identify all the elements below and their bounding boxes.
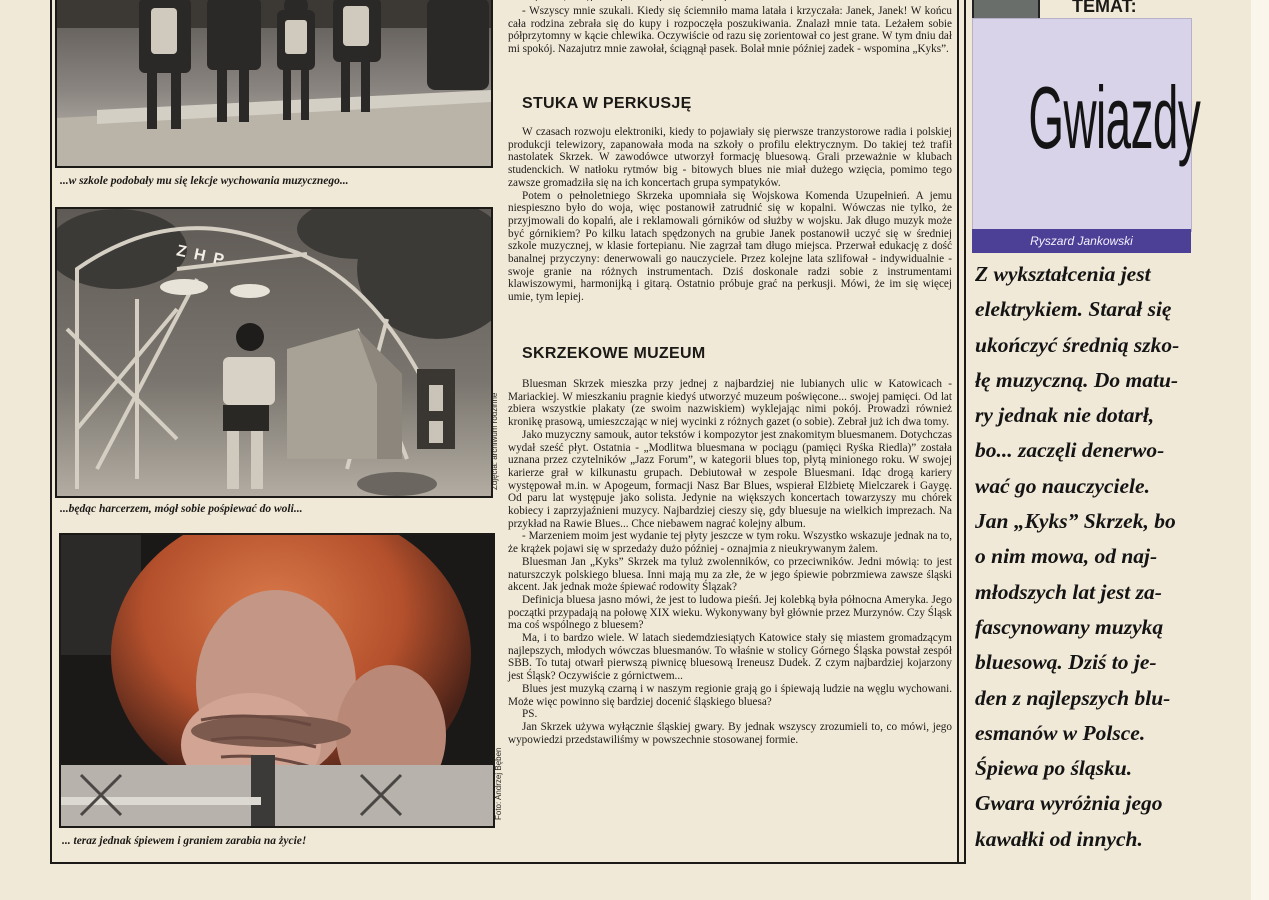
lead-paragraph	[975, 257, 1190, 857]
lead-line: młodszych lat jest za-	[975, 579, 1162, 604]
article-intro	[508, 5, 952, 56]
photo-scout-camp-image	[57, 209, 491, 496]
lead-line: ry jednak nie dotarł,	[975, 403, 1155, 428]
lead-line: den z najlepszych blu-	[975, 685, 1171, 710]
lead-line: esmanów w Polsce.	[975, 720, 1146, 745]
section2-paragraph-7: Blues jest muzyką czarną i w naszym regionie grają go i śpiewają ludzie na węglu wychowani. Może więc powinno się bardziej docenić śląskiego bluesa?	[508, 682, 952, 708]
photo-scout-camp	[55, 207, 493, 498]
zhp-sign-text: ZHP	[174, 242, 234, 271]
section2-paragraph-2: Jako muzyczny samouk, autor tekstów i kompozytor jest znakomitym bluesmanem. Dotychczas wydał sześć płyt. Ostatnia - „Modlitwa bluesmana w pociągu (pamięci Ryśka Riedla)” została uznana przez czytelników „Jazz Forum”, w kategorii blues top, płytą minionego roku. W swojej karierze grał w kilkunastu grupach. Debiutował w zespole Bluesmani. Idąc drogą kariery występował m.in. w Apogeum, formacji Nasz Bar Blues, wspierał Elżbietę Mielczarek i Gaygę. Od paru lat występuje jako solista. Jedynie na większych koncertach towarzyszy mu chórek kobiecy i zaprzyjaźnieni muzycy. Najbardziej cieszy się, gdy bluesuje na wielkich imprezach. Na przykład na Rawie Blues... Chce niebawem nagrać kolejny album.	[508, 428, 952, 530]
photo-school-children-image	[57, 0, 491, 166]
lead-line: wać go nauczyciele.	[975, 473, 1150, 498]
section2-paragraph-3: - Marzeniem moim jest wydanie tej płyty jeszcze w tym roku. Wszystko wskazuje jednak na to, że krążek pojawi się w sprzedaży dużo później - oznajmia z nieukrywanym żalem.	[508, 530, 952, 556]
lead-line: Jan „Kyks” Skrzek, bo	[975, 509, 1176, 534]
section1-heading: STUKA W PERKUSJĘ	[522, 95, 692, 112]
paper-edge	[1251, 0, 1269, 900]
photo1-caption: ...w szkole podobały mu się lekcje wychowania muzycznego...	[60, 175, 349, 187]
topic-title: Gwiazdy	[1028, 68, 1201, 167]
section1-body	[508, 126, 952, 304]
intro-paragraph-1: - Wszyscy mnie szukali. Kiedy się ściemniło mama latała i krzyczała: Janek, Janek! W końcu cała rodzina zebrała się do kupy i rozpoczęła poszukiwania. Znalazł mnie tata. Leżałem sobie półprzytomny w kącie chlewika. Oczywiście od razu się zorientował co jest grane. W tym dniu dał mi spokój. Nazajutrz mnie zawołał, ściągnął pasek. Bolał mnie później zadek - wspomina „Kyks”.	[508, 5, 952, 56]
section2-body	[508, 378, 952, 746]
lead-line: fascynowany muzyką	[975, 614, 1164, 639]
section1-paragraph-1: W czasach rozwoju elektroniki, kiedy to pojawiały się pierwsze tranzystorowe radia i polskiej produkcji telewizory, zapanowała moda na szkoły o profilu elektrycznym. Do takiej też trafił nastolatek Skrzek. W zawodówce utworzył formację bluesową. Grali przeważnie w klubach studenckich. W natłoku rytmów big - bitowych blues nie miał dużego wzięcia, pomimo tego zawsze gromadziła się na ich koncertach grupa sympatyków.	[508, 126, 952, 189]
section1-paragraph-2: Potem o pełnoletniego Skrzeka upomniała się Wojskowa Komenda Uzupełnień. A jemu niespieszno było do woja, więc postanowił zatrudnić się w kopalni. Wówczas nie tylko, że przyjmowali do kopalń, ale i reklamowali górników od służby w wojsku. Jak długo muzyk może być górnikiem? Po kilku latach spędzonych na grubie Janek postanowił uczyć się w średniej szkole muzycznej, w klasie fortepianu. Nie zagrzał tam długo miejsca. Przerwał edukację z dość banalnej przyczyny: denerwowali go nauczyciele. Przez kolejne lata szlifował - indywidualnie - swoje granie na różnych instrumentach. Dziś doskonale radzi sobie z instrumentami klawiszowymi, harmonijką i gitarą. Ostatnio próbuje grać na perkusji. Mówi, że im się więcej umie, tym lepiej.	[508, 189, 952, 304]
lead-line: Śpiewa po śląsku.	[975, 756, 1133, 781]
topic-label: TEMAT:	[1072, 0, 1137, 16]
section2-paragraph-6: Ma, i to bardzo wiele. W latach siedemdziesiątych Katowice stały się miastem gromadzącym najlepszych, młodych wówczas bluesmanów. To właśnie w stolicy Górnego Śląska powstał zespół SBB. To tutaj otwarł pierwszą piwnicę bluesową Ireneusz Dudek. Z czym najbardziej kojarzony jest Śląsk? Oczywiście z górnictwem...	[508, 632, 952, 683]
ps-label: PS.	[522, 708, 538, 721]
photo-school-children	[55, 0, 493, 168]
lead-line: Z wykształcenia jest	[975, 262, 1151, 286]
lead-line: elektrykiem. Starał się	[975, 297, 1172, 322]
section2-paragraph-4: Bluesman Jan „Kyks” Skrzek ma tyluż zwolenników, co przeciwników. Jedni mówią: to jest naturszczyk polskiego bluesa. Inni mają mu za złe, że w jego śpiewie pobrzmiewa zawsze śląski akcent. Jak jednak może śpiewać rodowity Ślązak?	[508, 555, 952, 594]
photo2-caption: ...będąc harcerzem, mógł sobie pośpiewać do woli...	[60, 503, 303, 515]
lead-line: łę muzyczną. Do matu-	[975, 367, 1179, 392]
lead-line: kawałki od innych.	[975, 826, 1143, 851]
ps-text: Jan Skrzek używa wyłącznie śląskiej gwary. By jednak wszyscy zrozumieli to, co mówi, jego wypowiedzi przedstawiliśmy w powszechnie stosowanej formie.	[508, 720, 952, 746]
column-rule	[957, 0, 959, 862]
section2-paragraph-1: Bluesman Skrzek mieszka przy jednej z najbardziej nie lubianych ulic w Katowicach - Mariackiej. W mieszkaniu pragnie kiedyś utworzyć muzeum poświęcone... swojej pamięci. Od lat zbiera wszystkie plakaty (ze swoim nazwiskiem) wyklejając nimi pokój. Prowadzi również kronikę prasową, umieszczając w niej wycinki z różnych gazet (o sobie). Zebrał już ich dwa tomy.	[508, 378, 952, 429]
photo-harmonica-player	[59, 533, 495, 828]
photo3-caption: ... teraz jednak śpiewem i graniem zarabia na życie!	[62, 835, 307, 847]
photo2-credit: Zdjęcia: archiwum rodzinne	[490, 392, 499, 490]
photo-harmonica-player-image	[61, 535, 493, 826]
article-top-fragment	[508, 0, 952, 1]
lead-line: o nim mowa, od naj-	[975, 544, 1158, 569]
sidebar-author-photo	[972, 0, 1040, 20]
lead-line: bo... zaczęli denerwo-	[975, 438, 1165, 463]
author-byline: Ryszard Jankowski	[972, 229, 1191, 253]
lead-line: ukończyć średnią szko-	[975, 332, 1180, 357]
lead-line: bluesową. Dziś to je-	[975, 650, 1157, 675]
section2-heading: SKRZEKOWE MUZEUM	[522, 345, 706, 362]
photo3-credit: Foto: Andrzej Bęben	[494, 747, 503, 820]
lead-line: Gwara wyróżnia jego	[975, 791, 1163, 816]
section2-paragraph-5: Definicja bluesa jasno mówi, że jest to ludowa pieśń. Jej kolebką była północna Ameryka. Jego początki przypadają na połowę XIX wieku. Wykonywany był głównie przez Murzynów. Czy Śląsk ma coś wspólnego z bluesem?	[508, 593, 952, 632]
top-fragment-text	[508, 0, 952, 1]
